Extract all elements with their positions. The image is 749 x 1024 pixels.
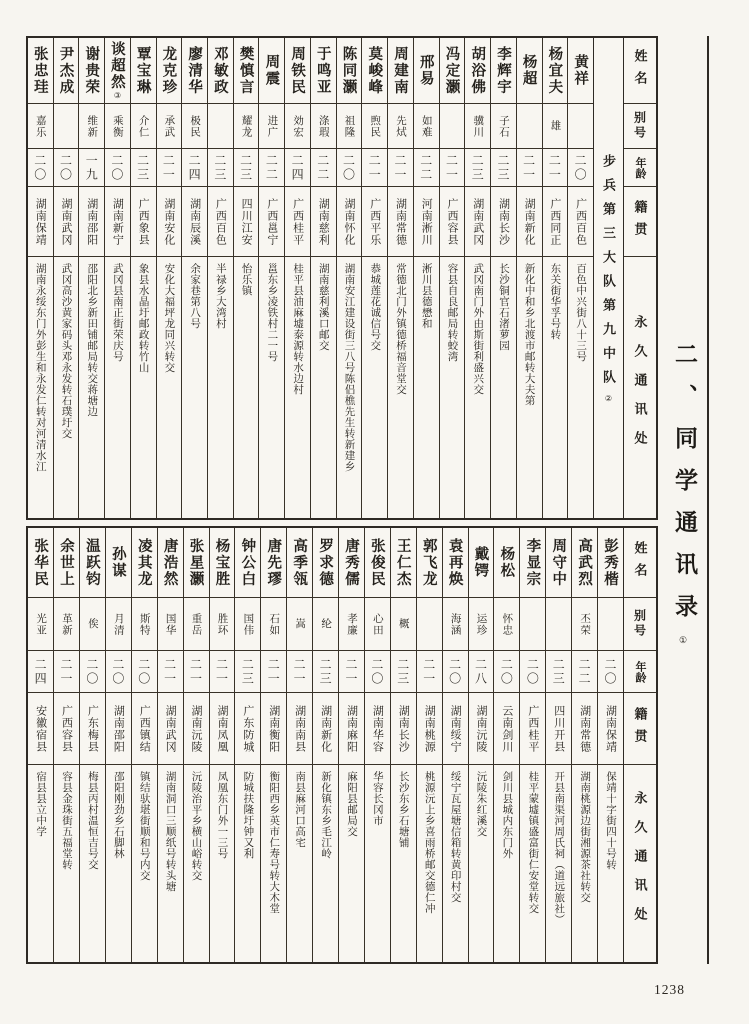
person-alias: 革新 xyxy=(54,598,79,651)
person-origin: 湖南沅陵 xyxy=(469,693,494,765)
person-column xyxy=(567,38,593,518)
person-name: 尹杰成 xyxy=(54,38,79,104)
person-name: 钟公白 xyxy=(235,528,260,598)
person-origin: 四川开县 xyxy=(546,693,571,765)
person-origin: 广西百色 xyxy=(208,187,233,257)
person-alias xyxy=(54,104,79,149)
top-header-column xyxy=(623,38,656,518)
person-name: 罗求德 xyxy=(313,528,338,598)
person-age: 二〇 xyxy=(598,651,623,693)
person-alias: 海涵 xyxy=(443,598,468,651)
person-address: 新化中和乡北渡市邮转大夫第 xyxy=(523,263,535,406)
person-alias: 斯特 xyxy=(132,598,157,651)
person-origin: 广西桂平 xyxy=(520,693,545,765)
person-address: 淅川县德懋和 xyxy=(420,263,432,329)
person-column xyxy=(156,38,182,518)
person-column xyxy=(493,528,519,962)
unit-label-column xyxy=(593,38,623,518)
person-alias: 光亚 xyxy=(28,598,53,651)
person-origin: 湖南保靖 xyxy=(28,187,53,257)
person-name: 杨松 xyxy=(494,528,519,598)
person-origin: 湖南武冈 xyxy=(158,693,183,765)
person-age: 二八 xyxy=(469,651,494,693)
person-name: 邓敏政 xyxy=(208,38,233,104)
header-alias: 别号 xyxy=(624,598,656,651)
person-age: 二一 xyxy=(543,149,568,187)
person-name: 唐秀儒 xyxy=(339,528,364,598)
person-age: 二一 xyxy=(287,651,312,693)
person-column xyxy=(207,38,233,518)
person-age: 二一 xyxy=(517,149,542,187)
person-address: 麻阳县邮局交 xyxy=(345,771,357,837)
header-origin: 籍贯 xyxy=(624,693,656,765)
person-column xyxy=(260,528,286,962)
bottom-roster-columns xyxy=(28,528,623,962)
person-address: 开县南渠河周氏祠（道远旅社） xyxy=(553,771,565,925)
person-age: 二一 xyxy=(54,651,79,693)
person-name: 黄祥 xyxy=(568,38,593,104)
person-name: 彭秀楷 xyxy=(598,528,623,598)
person-name: 余世上 xyxy=(54,528,79,598)
person-origin: 湖南桃源 xyxy=(417,693,442,765)
footnote-mark-1: ① xyxy=(679,636,689,646)
person-alias: 丕荣 xyxy=(572,598,597,651)
person-alias: 运珍 xyxy=(469,598,494,651)
person-age: 二二 xyxy=(259,149,284,187)
person-column xyxy=(387,38,413,518)
person-origin: 广西桂平 xyxy=(285,187,310,257)
person-origin: 湖南凤凰 xyxy=(210,693,235,765)
person-alias: 介仁 xyxy=(131,104,156,149)
person-alias: 効宏 xyxy=(285,104,310,149)
person-address: 东关街华孚号转 xyxy=(549,263,561,340)
person-address: 容县自良邮局转蛟湾 xyxy=(446,263,458,362)
person-origin: 湖南绥宁 xyxy=(443,693,468,765)
footnote-mark: ③ xyxy=(112,90,122,100)
person-address: 沅陵朱红溪交 xyxy=(475,771,487,837)
person-address: 沅陵治平乡横山峪转交 xyxy=(190,771,202,881)
person-alias: 维新 xyxy=(79,104,104,149)
person-origin: 湖南常德 xyxy=(572,693,597,765)
person-alias: 子石 xyxy=(491,104,516,149)
person-origin: 湖南怀化 xyxy=(337,187,362,257)
person-column xyxy=(390,528,416,962)
top-roster-table xyxy=(26,36,658,520)
person-alias: 耀龙 xyxy=(234,104,259,149)
person-alias: 心田 xyxy=(365,598,390,651)
person-age: 二〇 xyxy=(337,149,362,187)
person-age: 二三 xyxy=(235,651,260,693)
person-name: 张星灏 xyxy=(184,528,209,598)
person-age: 二一 xyxy=(184,651,209,693)
person-alias: 纶 xyxy=(313,598,338,651)
person-name: 周铁民 xyxy=(285,38,310,104)
person-age: 二〇 xyxy=(365,651,390,693)
header-address: 永久通讯处 xyxy=(632,315,648,460)
person-alias: 俟 xyxy=(80,598,105,651)
person-name: 唐浩然 xyxy=(158,528,183,598)
person-address: 梅县丙村温恒吉号交 xyxy=(86,771,98,870)
person-alias: 怀忠 xyxy=(494,598,519,651)
person-column xyxy=(181,38,207,518)
person-name: 杨宝胜 xyxy=(210,528,235,598)
person-origin: 广西百色 xyxy=(568,187,593,257)
person-address: 保靖十字街四十号转 xyxy=(605,771,617,870)
person-address: 镇结驮堪街顺和号内交 xyxy=(138,771,150,881)
person-column xyxy=(28,528,53,962)
person-origin: 广西镇结 xyxy=(132,693,157,765)
header-age: 年龄 xyxy=(624,149,656,187)
person-age: 二一 xyxy=(388,149,413,187)
person-column xyxy=(131,528,157,962)
person-column xyxy=(516,38,542,518)
person-address: 南县麻河口高宅 xyxy=(294,771,306,848)
person-address: 容县金珠街五福堂转 xyxy=(61,771,73,870)
person-age: 二一 xyxy=(417,651,442,693)
person-age: 二三 xyxy=(234,149,259,187)
person-name: 杨超 xyxy=(517,38,542,104)
person-alias: 嵩 xyxy=(287,598,312,651)
person-age: 二三 xyxy=(546,651,571,693)
person-column xyxy=(312,528,338,962)
person-address: 剑川县城内东门外 xyxy=(501,771,513,859)
person-column xyxy=(468,528,494,962)
person-address: 湖南洞口三顺纸号转头塘 xyxy=(164,771,176,892)
person-column xyxy=(234,528,260,962)
person-name: 冯定灏 xyxy=(440,38,465,104)
person-column xyxy=(338,528,364,962)
person-name: 谈超然 ③ xyxy=(105,38,130,104)
person-alias: 雄 xyxy=(543,104,568,149)
person-age: 二〇 xyxy=(520,651,545,693)
person-name: 廖清华 xyxy=(182,38,207,104)
person-column xyxy=(233,38,259,518)
person-name: 张俊民 xyxy=(365,528,390,598)
person-alias: 月清 xyxy=(106,598,131,651)
person-age: 二〇 xyxy=(28,149,53,187)
person-column xyxy=(597,528,623,962)
person-name: 温跃钧 xyxy=(80,528,105,598)
person-origin: 湖南武冈 xyxy=(465,187,490,257)
person-column xyxy=(490,38,516,518)
person-alias: 如难 xyxy=(414,104,439,149)
person-address: 湖南慈利溪口邮交 xyxy=(317,263,329,351)
person-column xyxy=(542,38,568,518)
person-origin: 湖南沅陵 xyxy=(184,693,209,765)
person-name: 孙谋 xyxy=(106,528,131,598)
person-alias: 承武 xyxy=(157,104,182,149)
section-title: 二、同学通讯录① xyxy=(672,342,697,646)
person-alias: 重岳 xyxy=(184,598,209,651)
person-alias: 骥川 xyxy=(465,104,490,149)
person-alias: 胜环 xyxy=(210,598,235,651)
person-name: 张忠珪 xyxy=(28,38,53,104)
person-alias: 涤瑕 xyxy=(311,104,336,149)
person-alias xyxy=(598,598,623,651)
person-address: 武冈高沙黄家码头邓永发转石璞圩交 xyxy=(60,263,72,439)
person-origin: 云南剑川 xyxy=(494,693,519,765)
person-address: 邕东乡凌铁村二一号 xyxy=(266,263,278,362)
person-origin: 广西象县 xyxy=(131,187,156,257)
person-column xyxy=(571,528,597,962)
person-alias xyxy=(517,104,542,149)
person-address: 桂平县油麻墟泰源转水边村 xyxy=(292,263,304,395)
person-name: 谢贵荣 xyxy=(79,38,104,104)
person-address: 湖南桃源边街湘源茶社转交 xyxy=(579,771,591,903)
person-alias: 国伟 xyxy=(235,598,260,651)
person-alias: 嘉乐 xyxy=(28,104,53,149)
top-roster-columns xyxy=(28,38,593,518)
person-column xyxy=(258,38,284,518)
person-name: 莫峻峰 xyxy=(362,38,387,104)
person-name: 周建南 xyxy=(388,38,413,104)
person-origin: 广西平乐 xyxy=(362,187,387,257)
person-origin: 湖南南县 xyxy=(287,693,312,765)
person-origin: 广西容县 xyxy=(54,693,79,765)
header-name: 姓名 xyxy=(624,38,656,104)
person-alias xyxy=(208,104,233,149)
person-address: 绥宁瓦屋塘信箱转黄印村交 xyxy=(449,771,461,903)
person-address: 宿县县立中学 xyxy=(35,771,47,837)
person-origin: 湖南麻阳 xyxy=(339,693,364,765)
person-age: 二三 xyxy=(465,149,490,187)
person-origin: 河南淅川 xyxy=(414,187,439,257)
person-column xyxy=(183,528,209,962)
person-age: 二〇 xyxy=(443,651,468,693)
person-name: 邢易 xyxy=(414,38,439,104)
header-name: 姓名 xyxy=(624,528,656,598)
person-age: 二一 xyxy=(157,149,182,187)
person-address: 湖南永绥东门外彭生和永发仁转对河清水江 xyxy=(34,263,46,472)
person-alias: 祖隆 xyxy=(337,104,362,149)
person-name: 李辉宇 xyxy=(491,38,516,104)
person-column xyxy=(284,38,310,518)
person-age: 二四 xyxy=(28,651,53,693)
person-origin: 四川江安 xyxy=(234,187,259,257)
person-column xyxy=(361,38,387,518)
person-age: 一九 xyxy=(79,149,104,187)
person-name: 戴锷 xyxy=(469,528,494,598)
page-number: 1238 xyxy=(654,982,685,997)
person-origin: 广东梅县 xyxy=(80,693,105,765)
person-age: 二〇 xyxy=(132,651,157,693)
person-column xyxy=(286,528,312,962)
person-origin: 湖南新宁 xyxy=(105,187,130,257)
person-alias: 国华 xyxy=(158,598,183,651)
person-age: 二三 xyxy=(491,149,516,187)
person-origin: 湖南长沙 xyxy=(491,187,516,257)
person-name: 樊慎言 xyxy=(234,38,259,104)
person-origin: 广西邕宁 xyxy=(259,187,284,257)
person-alias: 极民 xyxy=(182,104,207,149)
person-alias: 煦民 xyxy=(362,104,387,149)
person-address: 湖南安江建设街三八号陈侣樵先生转新建乡 xyxy=(343,263,355,472)
person-alias: 进广 xyxy=(259,104,284,149)
person-age: 二二 xyxy=(414,149,439,187)
person-address: 恭城莲花诚信号交 xyxy=(369,263,381,351)
person-address: 余家巷第八号 xyxy=(189,263,201,329)
right-margin-strip xyxy=(660,36,709,964)
person-name: 凌其龙 xyxy=(132,528,157,598)
person-column xyxy=(209,528,235,962)
person-column xyxy=(413,38,439,518)
person-origin: 湖南保靖 xyxy=(598,693,623,765)
person-age: 二四 xyxy=(285,149,310,187)
person-address: 百色中兴街八十三号 xyxy=(575,263,587,362)
person-age: 二三 xyxy=(391,651,416,693)
person-column xyxy=(442,528,468,962)
person-address: 怡乐镇 xyxy=(240,263,252,296)
person-age: 二一 xyxy=(158,651,183,693)
person-age: 二〇 xyxy=(80,651,105,693)
person-column xyxy=(53,38,79,518)
person-origin: 湖南华容 xyxy=(365,693,390,765)
person-name: 郭飞龙 xyxy=(417,528,442,598)
person-address: 邵阳北乡新田铺邮局转交蒋塘边 xyxy=(86,263,98,417)
person-origin: 湖南慈利 xyxy=(311,187,336,257)
person-age: 二〇 xyxy=(494,651,519,693)
person-address: 华容长冈市 xyxy=(371,771,383,826)
footnote-mark-2: ② xyxy=(604,393,613,403)
person-address: 武冈南门外由斯街利盛兴交 xyxy=(472,263,484,395)
person-column xyxy=(78,38,104,518)
person-address: 防城扶隆圩钟又利 xyxy=(242,771,254,859)
person-age: 二〇 xyxy=(568,149,593,187)
person-origin: 湖南长沙 xyxy=(391,693,416,765)
person-address: 邵阳刚劲乡石脚林 xyxy=(112,771,124,859)
person-column xyxy=(130,38,156,518)
person-column xyxy=(53,528,79,962)
person-alias: 先烒 xyxy=(388,104,413,149)
person-alias xyxy=(568,104,593,149)
person-age: 二〇 xyxy=(106,651,131,693)
person-age: 二二 xyxy=(311,149,336,187)
person-name: 杨宜夫 xyxy=(543,38,568,104)
person-origin: 湖南邵阳 xyxy=(79,187,104,257)
person-age: 二一 xyxy=(440,149,465,187)
person-address: 长沙铜官石渚萝园 xyxy=(497,263,509,351)
person-alias xyxy=(546,598,571,651)
person-age: 二三 xyxy=(131,149,156,187)
person-age: 二三 xyxy=(313,651,338,693)
person-address: 凤凰东门外一三号 xyxy=(216,771,228,859)
person-address: 常德北门外镇德桥福音堂交 xyxy=(395,263,406,395)
person-column xyxy=(416,528,442,962)
person-alias xyxy=(417,598,442,651)
person-address: 武冈县南正街荣庆号 xyxy=(111,263,123,362)
person-column xyxy=(310,38,336,518)
person-name: 陈同灏 xyxy=(337,38,362,104)
person-age: 二〇 xyxy=(105,149,130,187)
person-age: 二一 xyxy=(339,651,364,693)
person-column xyxy=(336,38,362,518)
person-origin: 广西容县 xyxy=(440,187,465,257)
person-name: 覃宝琳 xyxy=(131,38,156,104)
person-alias: 石如 xyxy=(261,598,286,651)
person-name: 张华民 xyxy=(28,528,53,598)
person-alias xyxy=(520,598,545,651)
person-column xyxy=(28,38,53,518)
person-age: 二二 xyxy=(572,651,597,693)
person-column xyxy=(79,528,105,962)
person-origin: 湖南安化 xyxy=(157,187,182,257)
person-name: 胡浴佛 xyxy=(465,38,490,104)
person-name: 袁再焕 xyxy=(443,528,468,598)
person-age: 二一 xyxy=(210,651,235,693)
person-age: 二三 xyxy=(208,149,233,187)
person-origin: 湖南辰溪 xyxy=(182,187,207,257)
person-origin: 广东防城 xyxy=(235,693,260,765)
person-name: 于鸣亚 xyxy=(311,38,336,104)
person-column xyxy=(545,528,571,962)
person-origin: 湖南新化 xyxy=(517,187,542,257)
unit-label: 步兵第三大队第九中队② xyxy=(601,153,616,403)
person-address: 半禄乡大湾村 xyxy=(214,263,226,329)
person-origin: 湖南衡阳 xyxy=(261,693,286,765)
person-name: 高武烈 xyxy=(572,528,597,598)
person-column xyxy=(519,528,545,962)
bottom-roster-table xyxy=(26,526,658,964)
person-address: 长沙东乡石塘铺 xyxy=(397,771,409,848)
header-age: 年龄 xyxy=(624,651,656,693)
person-name: 周震 xyxy=(259,38,284,104)
person-address: 桂平蒙墟镇盛富街仁安堂转交 xyxy=(527,771,539,914)
person-origin: 湖南常德 xyxy=(388,187,413,257)
person-name: 唐先璆 xyxy=(261,528,286,598)
person-age: 二一 xyxy=(261,651,286,693)
person-column xyxy=(104,38,130,518)
person-age: 二〇 xyxy=(54,149,79,187)
person-column xyxy=(157,528,183,962)
header-alias: 别号 xyxy=(624,104,656,149)
person-name: 龙克珍 xyxy=(157,38,182,104)
person-name: 王仁杰 xyxy=(391,528,416,598)
person-address: 安化大福坪龙同兴转交 xyxy=(163,263,175,373)
person-address: 桃源沅上乡喜雨桥邮交德仁冲 xyxy=(423,771,435,914)
person-origin: 湖南武冈 xyxy=(54,187,79,257)
person-address: 象县水晶圩邮政转竹山 xyxy=(137,263,149,373)
person-address: 衡阳西乡英市仁寿号转大木堂 xyxy=(268,771,280,914)
person-age: 二一 xyxy=(362,149,387,187)
person-column xyxy=(464,38,490,518)
person-column xyxy=(439,38,465,518)
person-origin: 安徽宿县 xyxy=(28,693,53,765)
bottom-header-column xyxy=(623,528,656,962)
person-name: 周守中 xyxy=(546,528,571,598)
person-alias: 乘衡 xyxy=(105,104,130,149)
person-column xyxy=(364,528,390,962)
person-name: 李显宗 xyxy=(520,528,545,598)
person-alias: 孝廉 xyxy=(339,598,364,651)
person-origin: 湖南邵阳 xyxy=(106,693,131,765)
person-column xyxy=(105,528,131,962)
person-origin: 广西同正 xyxy=(543,187,568,257)
header-address: 永久通讯处 xyxy=(632,791,648,936)
person-alias: 概 xyxy=(391,598,416,651)
person-alias xyxy=(440,104,465,149)
person-age: 二四 xyxy=(182,149,207,187)
person-name: 高季瓴 xyxy=(287,528,312,598)
header-origin: 籍贯 xyxy=(624,187,656,257)
person-address: 新化镇东乡毛江岭 xyxy=(320,771,332,859)
person-origin: 湖南新化 xyxy=(313,693,338,765)
